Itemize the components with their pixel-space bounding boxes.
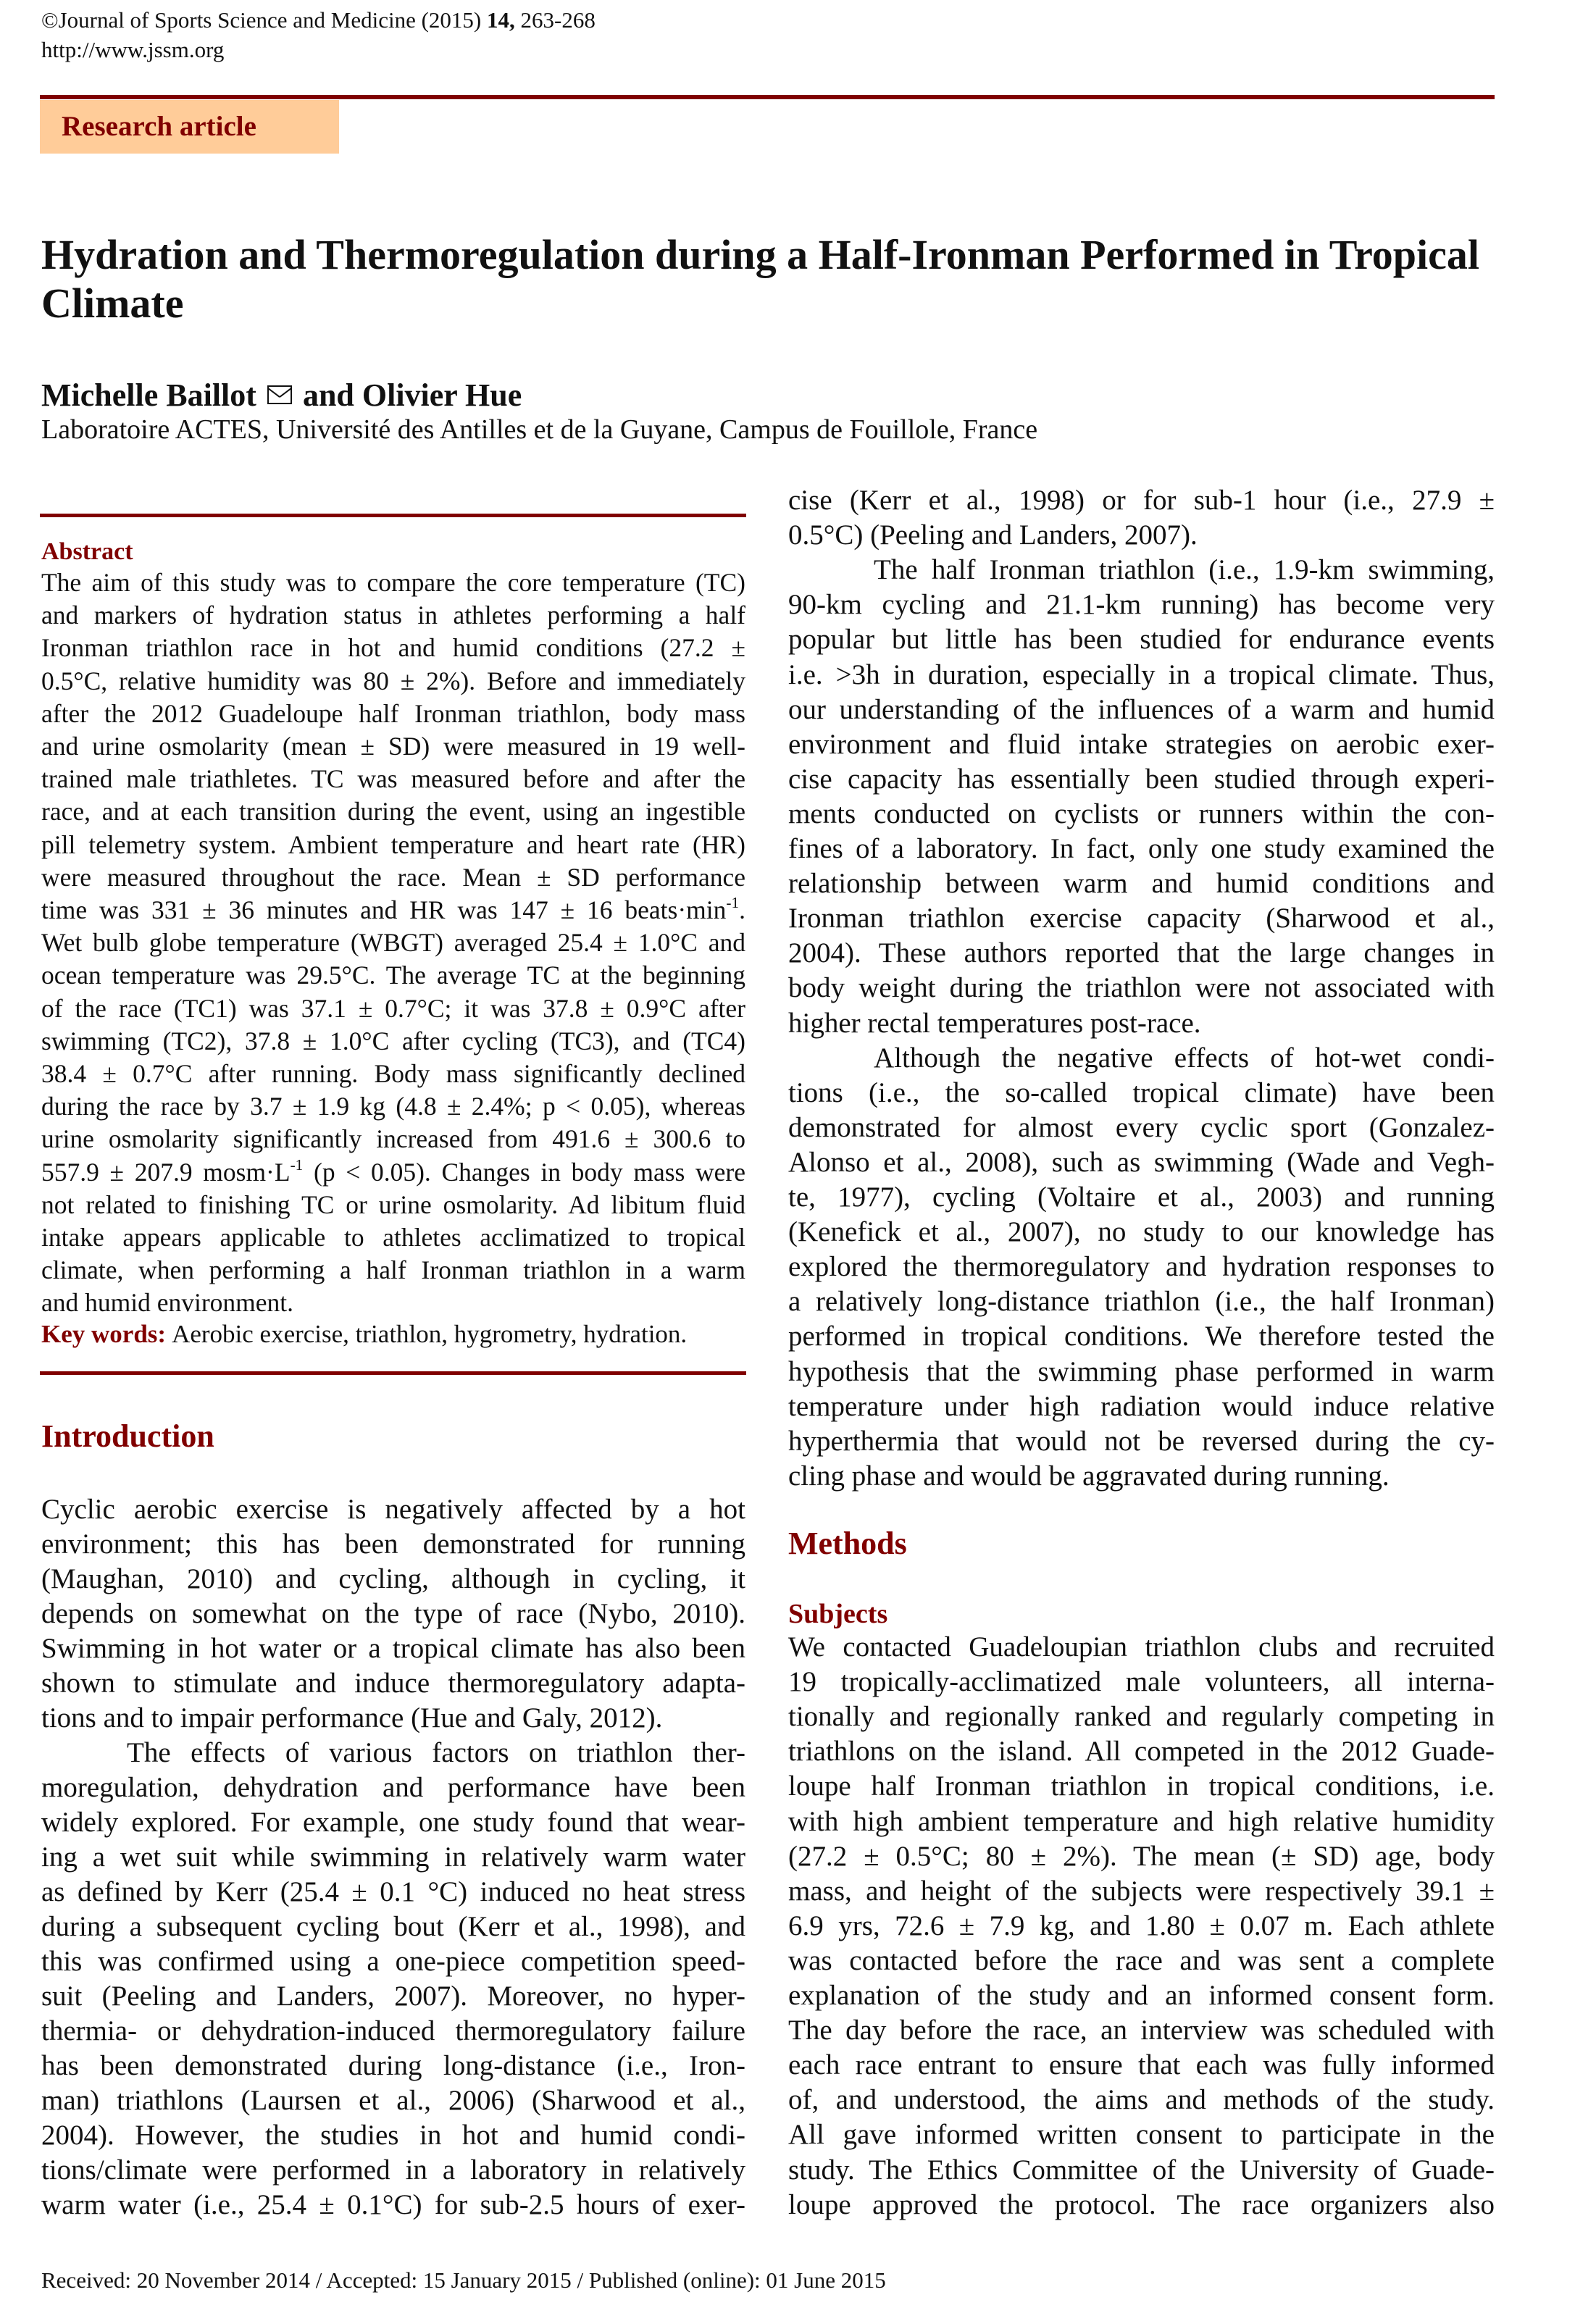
text-line-content: demonstrated for almost every cyclic sport (Gonzalez-: [788, 1111, 1495, 1143]
text-line-content: 2004). These authors reported that the large changes in: [788, 937, 1495, 969]
text-line: [788, 1700, 1495, 1734]
text-line: [41, 632, 745, 664]
abstract-bottom-rule: [40, 1371, 746, 1375]
keywords: [41, 1320, 687, 1349]
text-line: [788, 588, 1495, 622]
text-line-content: tions and to impair performance (Hue and Galy, 2012).: [41, 1702, 663, 1734]
text-line: [788, 1007, 1495, 1040]
text-line: [788, 1285, 1495, 1319]
text-line-content: tions/climate were performed in a laboratory in relatively: [41, 2154, 745, 2186]
text-line-content: tions (i.e., the so-called tropical climate) have been: [788, 1076, 1495, 1108]
text-line: [788, 902, 1495, 936]
text-line: [41, 2119, 745, 2153]
text-line-content: with high ambient temperature and high relative humidity: [788, 1805, 1495, 1837]
text-line-content: as defined by Kerr (25.4 ± 0.1 °C) induced no heat stress: [41, 1876, 745, 1907]
text-line: [788, 728, 1495, 762]
text-line: [788, 798, 1495, 832]
text-line: [788, 1840, 1495, 1874]
text-line: [788, 867, 1495, 901]
title-line-2: Climate: [41, 280, 184, 327]
text-line-content: suit (Peeling and Landers, 2007). Moreover, no hyper-: [41, 1981, 745, 2012]
author-name: and Olivier Hue: [302, 377, 522, 413]
text-line-content: higher rectal temperatures post-race.: [788, 1007, 1201, 1039]
text-line: [788, 1979, 1495, 2013]
text-line-content: and humid environment.: [41, 1288, 294, 1318]
text-line: [41, 1632, 745, 1666]
text-line: [788, 658, 1495, 693]
text-line-content: depends on somewhat on the type of race (Nybo, 2010).: [41, 1598, 745, 1629]
text-line-content: during a subsequent cycling bout (Kerr et al., 1998), and: [41, 1911, 745, 1942]
page-range: 263-268: [514, 7, 596, 33]
text-line: [41, 1771, 745, 1805]
keywords-text: Aerobic exercise, triathlon, hygrometry, hydration.: [172, 1320, 688, 1348]
text-line: [788, 763, 1495, 797]
text-line-content: moregulation, dehydration and performance have been: [41, 1772, 745, 1803]
text-line-content: hyperthermia that would not be reversed during the cy-: [788, 1425, 1495, 1457]
text-line-content: not related to finishing TC or urine osmolarity. Ad libitum fluid: [41, 1189, 745, 1219]
text-line: [788, 1944, 1495, 1978]
text-line: [788, 2188, 1495, 2222]
text-line-content: 0.5°C, relative humidity was 80 ± 2%). Before and immediately: [41, 666, 745, 695]
text-line-content: The half Ironman triathlon (i.e., 1.9-km swimming,: [874, 554, 1495, 586]
text-line: [788, 1735, 1495, 1769]
text-line-content: 0.5°C) (Peeling and Landers, 2007).: [788, 519, 1198, 551]
text-line-content: i.e. >3h in duration, especially in a tropical climate. Thus,: [788, 658, 1495, 690]
text-line: [788, 2118, 1495, 2152]
text-line: [788, 1320, 1495, 1354]
text-line: [41, 1667, 745, 1701]
text-line-content: body weight during the triathlon were not associated with: [788, 972, 1495, 1004]
text-line: [41, 1124, 745, 1155]
text-line: [788, 1355, 1495, 1389]
text-line-content: The day before the race, an interview was scheduled with: [788, 2015, 1495, 2046]
text-line-content: ments conducted on cyclists or runners within the con-: [788, 798, 1495, 829]
text-line-content: The aim of this study was to compare the core temperature (TC): [41, 568, 745, 597]
text-line: [788, 1770, 1495, 1804]
text-line: [788, 937, 1495, 971]
text-line-content: cise capacity has essentially been studied through experi-: [788, 763, 1495, 795]
text-line-content: (27.2 ± 0.5°C; 80 ± 2%). The mean (± SD) age, body: [788, 1840, 1495, 1872]
text-line-content: cling phase and would be aggravated during running.: [788, 1460, 1390, 1492]
methods-heading: Methods: [788, 1526, 907, 1561]
keywords-label: Key words:: [41, 1320, 167, 1348]
text-line: [41, 960, 745, 991]
text-line: [41, 731, 745, 762]
text-line: [41, 2084, 745, 2118]
text-line-content: time was 331 ± 36 minutes and HR was 147 ± 16 beats·min: [41, 895, 727, 924]
text-line: [788, 1076, 1495, 1111]
text-line: [788, 971, 1495, 1005]
text-line: [41, 1702, 745, 1735]
text-line: [41, 2049, 745, 2083]
author-name: Michelle Baillot: [41, 377, 256, 413]
text-line-content: Swimming in hot water or a tropical climate has also been: [41, 1633, 745, 1664]
text-line: [41, 1563, 745, 1597]
text-line-content: environment and fluid intake strategies on aerobic exer-: [788, 728, 1495, 760]
text-line: [41, 993, 745, 1024]
text-line: [41, 1222, 745, 1253]
text-line-content: 19 tropically-acclimatized male volunteers, all interna-: [788, 1666, 1495, 1698]
text-line-content: All gave informed written consent to participate in the: [788, 2119, 1495, 2151]
text-line-content: Although the negative effects of hot-wet condi-: [874, 1042, 1495, 1074]
text-line-content: shown to stimulate and induce thermoregulatory adapta-: [41, 1668, 745, 1699]
text-line: [788, 2049, 1495, 2083]
text-line-content: were measured throughout the race. Mean ± SD performance: [41, 862, 745, 892]
text-line-content: after the 2012 Guadeloupe half Ironman triathlon, body mass: [41, 698, 745, 728]
text-line-content: climate, when performing a half Ironman triathlon in a warm: [41, 1255, 745, 1285]
title-line-1: Hydration and Thermoregulation during a Half-Ironman Performed in Tropical: [41, 231, 1479, 278]
text-line: [788, 1665, 1495, 1699]
text-line: [41, 1189, 745, 1221]
envelope-icon[interactable]: [267, 385, 292, 404]
article-type-badge: [40, 100, 339, 154]
text-line-content: explanation of the study and an informed consent form.: [788, 1980, 1495, 2011]
text-line-content: thermia- or dehydration-induced thermoregulatory failure: [41, 2015, 745, 2046]
text-line: [41, 698, 745, 729]
text-line-content: Alonso et al., 2008), such as swimming (Wade and Vegh-: [788, 1146, 1495, 1178]
text-line-content: 6.9 yrs, 72.6 ± 7.9 kg, and 1.80 ± 0.07 m. Each athlete: [788, 1910, 1495, 1941]
text-line: [788, 832, 1495, 866]
text-line: [788, 1460, 1495, 1493]
text-line: [41, 2154, 745, 2188]
text-line: [788, 1805, 1495, 1839]
affiliation: Laboratoire ACTES, Université des Antilles et de la Guyane, Campus de Fouillole, France: [41, 414, 1038, 445]
text-line-content: performed in tropical conditions. We therefore tested the: [788, 1321, 1495, 1352]
text-line: [788, 519, 1495, 552]
text-line-content: and markers of hydration status in athletes performing a half: [41, 601, 745, 630]
text-line-content: study. The Ethics Committee of the University of Guade-: [788, 2154, 1495, 2186]
text-line: [41, 829, 745, 861]
text-line-content: mass, and height of the subjects were respectively 39.1 ±: [788, 1875, 1495, 1907]
text-line-content: 557.9 ± 207.9 mosm·L: [41, 1157, 291, 1187]
abstract-top-rule: [40, 514, 746, 517]
text-line: [788, 2014, 1495, 2048]
text-line-content: man) triathlons (Laursen et al., 2006) (Sharwood et al.,: [41, 2085, 745, 2116]
text-line: [41, 764, 745, 795]
text-line: [788, 1181, 1495, 1215]
text-line-content: Ironman triathlon race in hot and humid conditions (27.2 ±: [41, 633, 745, 663]
journal-citation: [41, 7, 596, 33]
text-line: [41, 600, 745, 631]
text-line: [41, 2188, 745, 2222]
text-line-content: 2004). However, the studies in hot and humid condi-: [41, 2120, 745, 2151]
text-line-content: race, and at each transition during the event, using an ingestible: [41, 797, 745, 827]
journal-url[interactable]: http://www.jssm.org: [41, 37, 225, 62]
text-line-content: tionally and regionally ranked and regularly competing in: [788, 1701, 1495, 1733]
text-line-content: has been demonstrated during long-distance (i.e., Iron-: [41, 2050, 745, 2081]
text-line: [41, 2015, 745, 2049]
text-line-content: trained male triathletes. TC was measured before and after the: [41, 764, 745, 794]
text-line-content: triathlons on the island. All competed in the 2012 Guade-: [788, 1736, 1495, 1768]
text-line: [41, 1058, 745, 1090]
text-line-content: warm water (i.e., 25.4 ± 0.1°C) for sub-2.5 hours of exer-: [41, 2189, 745, 2220]
text-line-content: our understanding of the influences of a warm and humid: [788, 693, 1495, 725]
text-line: [788, 1875, 1495, 1909]
text-line-content: environment; this has been demonstrated for running: [41, 1529, 745, 1560]
text-line: [788, 1631, 1495, 1665]
text-line: [788, 1216, 1495, 1250]
text-line: [41, 1841, 745, 1875]
author-list: [41, 377, 522, 414]
text-line: [788, 1042, 1495, 1076]
text-line-content: urine osmolarity significantly increased from 491.6 ± 300.6 to: [41, 1124, 745, 1154]
text-line: [41, 1026, 745, 1057]
text-line: [788, 1910, 1495, 1944]
text-line: [788, 623, 1495, 657]
text-line-content: (Kenefick et al., 2007), no study to our knowledge has: [788, 1216, 1495, 1248]
text-line-content: The effects of various factors on triathlon ther-: [127, 1737, 745, 1768]
text-line: [41, 927, 745, 958]
text-line-content: popular but little has been studied for endurance events: [788, 624, 1495, 656]
text-line-content: a relatively long-distance triathlon (i.e., the half Ironman): [788, 1286, 1495, 1318]
text-line: [788, 2154, 1495, 2188]
text-line-content: fines of a laboratory. In fact, only one study examined the: [788, 833, 1495, 864]
text-line: [41, 1806, 745, 1840]
text-line-content: cise (Kerr et al., 1998) or for sub-1 hour (i.e., 27.9 ±: [788, 485, 1495, 516]
text-line: [788, 484, 1495, 518]
text-line: [788, 1250, 1495, 1284]
text-line: [41, 1736, 745, 1770]
text-line-content: 38.4 ± 0.7°C after running. Body mass significantly declined: [41, 1059, 745, 1088]
text-line: [788, 1425, 1495, 1459]
text-line-content: swimming (TC2), 37.8 ± 1.0°C after cycling (TC3), and (TC4): [41, 1026, 745, 1055]
text-line: [788, 553, 1495, 587]
text-line-content: (Maughan, 2010) and cycling, although in cycling, it: [41, 1563, 745, 1594]
text-line: [41, 1493, 745, 1527]
subjects-subheading: Subjects: [788, 1599, 888, 1629]
text-line-content: Wet bulb globe temperature (WBGT) averaged 25.4 ± 1.0°C and: [41, 928, 745, 958]
text-line: [788, 1146, 1495, 1180]
text-line: [41, 1980, 745, 2014]
text-line: [788, 693, 1495, 727]
article-title: [41, 230, 1495, 327]
text-line-content: widely explored. For example, one study found that wear-: [41, 1807, 745, 1838]
text-line-content: loupe approved the protocol. The race organizers also: [788, 2188, 1495, 2220]
text-line-content: of the race (TC1) was 37.1 ± 0.7°C; it was 37.8 ± 0.9°C after: [41, 993, 745, 1023]
text-line-content: Ironman triathlon exercise capacity (Sharwood et al.,: [788, 903, 1495, 934]
text-line: [788, 1111, 1495, 1145]
text-line-content: intake appears applicable to athletes acclimatized to tropical: [41, 1223, 745, 1252]
volume-number: 14,: [487, 7, 515, 33]
journal-name: ©Journal of Sports Science and Medicine (2015): [41, 7, 487, 33]
text-line-content: was contacted before the race and was sent a complete: [788, 1944, 1495, 1976]
text-line: [788, 2083, 1495, 2117]
text-line-content: each race entrant to ensure that each was fully informed: [788, 2049, 1495, 2081]
text-line-content: Cyclic aerobic exercise is negatively affected by a hot: [41, 1494, 745, 1525]
text-line-content: ocean temperature was 29.5°C. The average TC at the beginning: [41, 961, 745, 990]
text-line: [41, 1287, 745, 1318]
text-line: [41, 666, 745, 697]
text-line: time was 331 ± 36 minutes and HR was 147 ± 16 $beats\cdot\min^{-1}$.: [41, 895, 745, 924]
text-line: [41, 567, 745, 598]
abstract-heading: Abstract: [41, 538, 133, 565]
text-line-content: and urine osmolarity (mean ± SD) were measured in 19 well-: [41, 732, 745, 761]
header-rule: [40, 95, 1495, 99]
text-line-content: this was confirmed using a one-piece competition speed-: [41, 1946, 745, 1977]
text-line: [41, 1597, 745, 1631]
text-line-content: pill telemetry system. Ambient temperature and heart rate (HR): [41, 829, 745, 859]
text-line-content: temperature under high radiation would induce relative: [788, 1390, 1495, 1422]
introduction-heading: Introduction: [41, 1418, 214, 1454]
text-line-content: explored the thermoregulatory and hydration responses to: [788, 1251, 1495, 1283]
text-line: [41, 862, 745, 893]
text-line-content: during the race by 3.7 ± 1.9 kg (4.8 ± 2.4%; p < 0.05), whereas: [41, 1092, 745, 1121]
text-line: [41, 1528, 745, 1562]
text-line: 557.9 ± 207.9 $mosm\cdot L^{-1}$ (p < 0.05). Changes in body mass were: [41, 1156, 745, 1187]
text-line-content: loupe half Ironman triathlon in tropical conditions, i.e.: [788, 1770, 1495, 1802]
text-line-content: 90-km cycling and 21.1-km running) has become very: [788, 589, 1495, 621]
text-line-content: hypothesis that the swimming phase performed in warm: [788, 1355, 1495, 1387]
text-line-content: of, and understood, the aims and methods of the study.: [788, 2084, 1495, 2116]
text-line-content: We contacted Guadeloupian triathlon clubs and recruited: [788, 1631, 1495, 1663]
publication-dates: Received: 20 November 2014 / Accepted: 15 January 2015 / Published (online): 01 June 2015: [41, 2267, 886, 2293]
text-line-content: te, 1977), cycling (Voltaire et al., 2003) and running: [788, 1182, 1495, 1213]
text-line-content: relationship between warm and humid conditions and: [788, 868, 1495, 900]
text-line: [41, 1945, 745, 1979]
text-line-content: ing a wet suit while swimming in relatively warm water: [41, 1841, 745, 1873]
article-type-label: Research article: [62, 111, 256, 142]
text-line: [41, 1255, 745, 1286]
text-line: [41, 1091, 745, 1122]
text-line: [41, 1910, 745, 1944]
text-line: [41, 1875, 745, 1910]
text-line: [788, 1390, 1495, 1424]
text-line: [41, 796, 745, 827]
